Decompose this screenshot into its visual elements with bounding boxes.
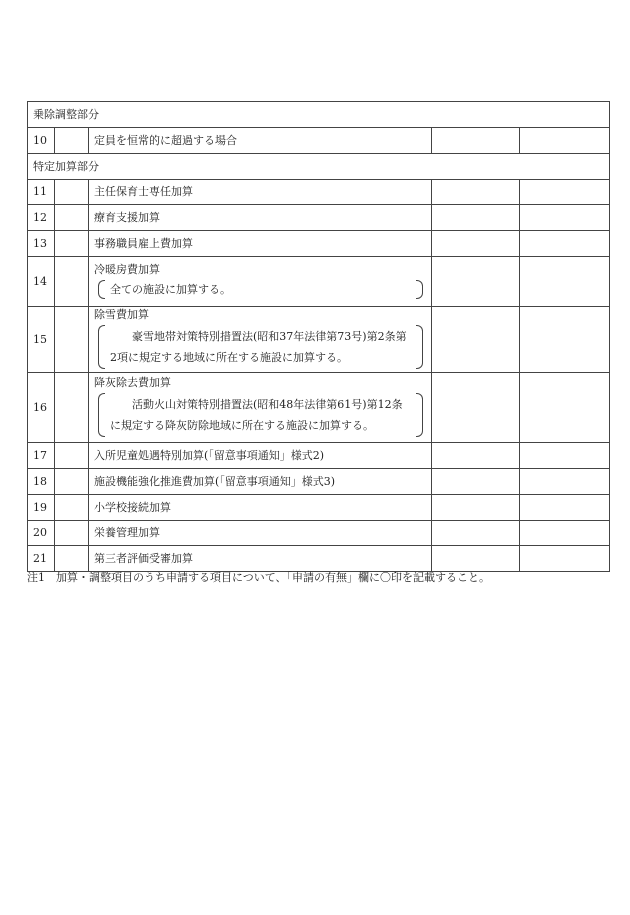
section-header-row xyxy=(28,102,610,128)
application-check-cell[interactable] xyxy=(55,180,89,205)
table-row xyxy=(28,180,610,205)
table-row xyxy=(28,205,610,231)
value-cell-a[interactable] xyxy=(432,495,520,521)
row-number: 14 xyxy=(28,257,55,307)
item-detail-line: 豪雪地帯対策特別措置法(昭和37年法律第73号)第2条第 xyxy=(132,330,407,343)
item-label: 入所児童処遇特別加算(「留意事項通知」様式2) xyxy=(89,443,432,469)
item-detail-bracket xyxy=(98,393,423,437)
value-cell-a[interactable] xyxy=(432,128,520,154)
row-number: 20 xyxy=(28,521,55,546)
item-detail-line: 2項に規定する地域に所在する施設に加算する。 xyxy=(110,351,348,364)
application-check-cell[interactable] xyxy=(55,307,89,373)
table-row xyxy=(28,546,610,572)
table-row xyxy=(28,307,610,373)
item-label: 事務職員雇上費加算 xyxy=(89,231,432,257)
table-row xyxy=(28,521,610,546)
value-cell-b[interactable] xyxy=(520,443,610,469)
value-cell-b[interactable] xyxy=(520,469,610,495)
value-cell-b[interactable] xyxy=(520,495,610,521)
item-detail-bracket xyxy=(98,280,423,299)
table-row xyxy=(28,443,610,469)
row-number: 18 xyxy=(28,469,55,495)
application-check-cell[interactable] xyxy=(55,443,89,469)
application-check-cell[interactable] xyxy=(55,469,89,495)
value-cell-a[interactable] xyxy=(432,373,520,443)
application-check-cell[interactable] xyxy=(55,128,89,154)
item-detail-line: 活動火山対策特別措置法(昭和48年法律第61号)第12条 xyxy=(132,398,403,411)
section-header-adjustment: 乗除調整部分 xyxy=(28,102,610,128)
row-number: 10 xyxy=(28,128,55,154)
application-check-cell[interactable] xyxy=(55,257,89,307)
row-number: 17 xyxy=(28,443,55,469)
value-cell-b[interactable] xyxy=(520,205,610,231)
value-cell-a[interactable] xyxy=(432,469,520,495)
application-check-cell[interactable] xyxy=(55,205,89,231)
item-label: 第三者評価受審加算 xyxy=(89,546,432,572)
value-cell-a[interactable] xyxy=(432,307,520,373)
table-row xyxy=(28,495,610,521)
adjustment-table xyxy=(27,101,610,572)
section-header-row xyxy=(28,154,610,180)
application-check-cell[interactable] xyxy=(55,231,89,257)
value-cell-a[interactable] xyxy=(432,546,520,572)
value-cell-a[interactable] xyxy=(432,257,520,307)
application-check-cell[interactable] xyxy=(55,546,89,572)
row-number: 16 xyxy=(28,373,55,443)
application-check-cell[interactable] xyxy=(55,495,89,521)
item-cell xyxy=(89,257,432,307)
table-row xyxy=(28,469,610,495)
table-row xyxy=(28,231,610,257)
item-label: 降灰除去費加算 xyxy=(94,376,171,389)
value-cell-b[interactable] xyxy=(520,521,610,546)
item-label: 栄養管理加算 xyxy=(89,521,432,546)
value-cell-b[interactable] xyxy=(520,373,610,443)
item-label: 冷暖房費加算 xyxy=(94,262,160,276)
value-cell-b[interactable] xyxy=(520,180,610,205)
value-cell-b[interactable] xyxy=(520,231,610,257)
item-label: 主任保育士専任加算 xyxy=(89,180,432,205)
item-label: 施設機能強化推進費加算(「留意事項通知」様式3) xyxy=(89,469,432,495)
value-cell-b[interactable] xyxy=(520,128,610,154)
value-cell-a[interactable] xyxy=(432,205,520,231)
row-number: 21 xyxy=(28,546,55,572)
item-cell xyxy=(89,307,432,373)
value-cell-b[interactable] xyxy=(520,546,610,572)
application-check-cell[interactable] xyxy=(55,521,89,546)
section-header-special: 特定加算部分 xyxy=(28,154,610,180)
value-cell-b[interactable] xyxy=(520,257,610,307)
row-number: 13 xyxy=(28,231,55,257)
item-detail-bracket xyxy=(98,325,423,369)
item-label: 療育支援加算 xyxy=(89,205,432,231)
item-cell xyxy=(89,373,432,443)
item-label: 小学校接続加算 xyxy=(89,495,432,521)
row-number: 15 xyxy=(28,307,55,373)
value-cell-a[interactable] xyxy=(432,231,520,257)
value-cell-b[interactable] xyxy=(520,307,610,373)
row-number: 12 xyxy=(28,205,55,231)
table-row xyxy=(28,128,610,154)
item-label: 除雪費加算 xyxy=(94,308,149,321)
item-detail-line: に規定する降灰防除地域に所在する施設に加算する。 xyxy=(110,419,374,432)
item-detail-line: 全ての施設に加算する。 xyxy=(110,282,231,296)
table-row xyxy=(28,257,610,307)
footnote: 注1 加算・調整項目のうち申請する項目について、「申請の有無」欄に〇印を記載すること。 xyxy=(27,571,491,584)
application-check-cell[interactable] xyxy=(55,373,89,443)
value-cell-a[interactable] xyxy=(432,521,520,546)
value-cell-a[interactable] xyxy=(432,180,520,205)
table-row xyxy=(28,373,610,443)
item-label: 定員を恒常的に超過する場合 xyxy=(89,128,432,154)
value-cell-a[interactable] xyxy=(432,443,520,469)
row-number: 11 xyxy=(28,180,55,205)
row-number: 19 xyxy=(28,495,55,521)
